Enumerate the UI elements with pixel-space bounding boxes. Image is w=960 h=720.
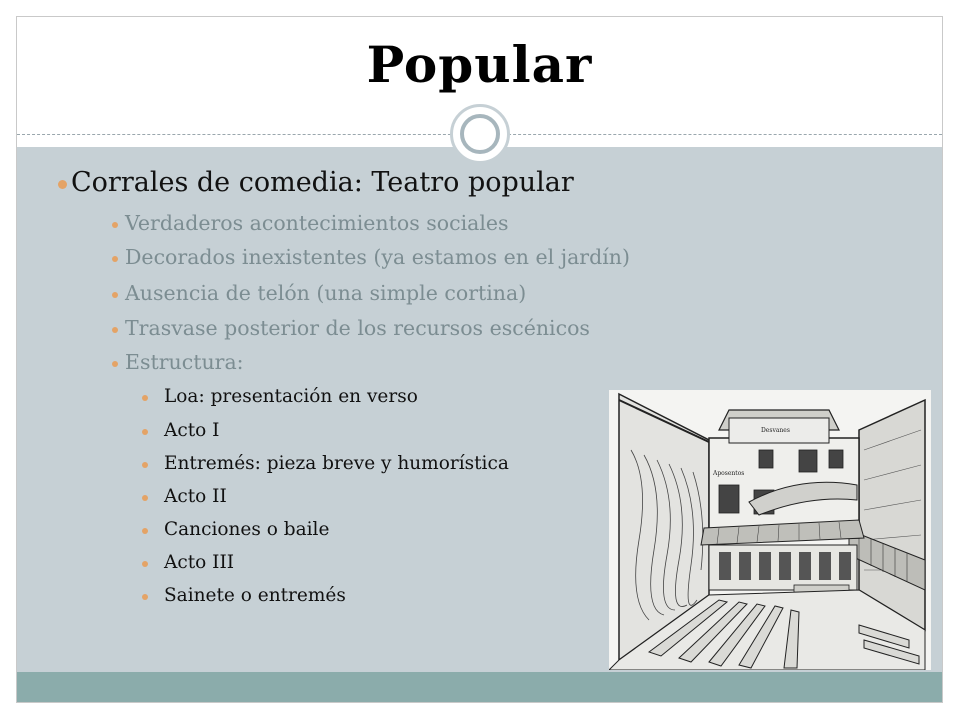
list-item — [164, 420, 219, 441]
list-item — [164, 486, 227, 507]
structure-item-text: Acto I — [164, 420, 220, 441]
list-item — [164, 552, 234, 573]
sub-bullet-text: Verdaderos acontecimientos sociales — [125, 211, 509, 235]
bottom-band — [17, 672, 942, 703]
circle-ornament-icon — [450, 104, 510, 164]
slide-title: Popular — [366, 35, 593, 94]
list-item — [125, 245, 630, 269]
bullet-icon — [142, 395, 148, 401]
bullet-icon — [142, 528, 148, 534]
list-item-main — [71, 167, 574, 198]
list-item — [125, 316, 590, 340]
structure-item-text: Acto II — [164, 486, 227, 507]
structure-item-text: Sainete o entremés — [164, 585, 346, 606]
svg-text:Desvanes: Desvanes — [761, 427, 790, 434]
list-item — [164, 519, 329, 540]
corral-illustration — [609, 390, 931, 670]
list-item — [125, 350, 244, 374]
svg-text:Aposentos: Aposentos — [713, 470, 745, 477]
structure-item-text: Canciones o baile — [164, 519, 330, 540]
list-item — [125, 281, 526, 305]
sub-bullet-text: Trasvase posterior de los recursos escénicos — [125, 316, 590, 340]
bullet-icon — [142, 462, 148, 468]
bullet-icon — [58, 180, 67, 189]
bullet-icon — [142, 561, 148, 567]
bullet-icon — [142, 594, 148, 600]
bullet-icon — [112, 222, 118, 228]
list-item — [125, 211, 509, 235]
structure-item-text: Acto III — [164, 552, 235, 573]
corral-drawing — [609, 390, 931, 670]
structure-item-text: Entremés: pieza breve y humorística — [164, 453, 509, 474]
list-item — [164, 386, 418, 407]
bullet-icon — [112, 256, 118, 262]
bullet-icon — [112, 327, 118, 333]
bullet-icon — [112, 361, 118, 367]
bullet-icon — [142, 495, 148, 501]
sub-bullet-text: Ausencia de telón (una simple cortina) — [125, 281, 527, 305]
slide — [16, 16, 943, 703]
sub-bullet-text: Estructura: — [125, 350, 244, 374]
bullet-icon — [142, 429, 148, 435]
structure-item-text: Loa: presentación en verso — [164, 386, 418, 407]
list-item — [164, 453, 509, 474]
sub-bullet-text: Decorados inexistentes (ya estamos en el jardín) — [125, 245, 630, 269]
main-bullet-text: Corrales de comedia: Teatro popular — [71, 167, 574, 198]
list-item — [164, 585, 346, 606]
bullet-icon — [112, 292, 118, 298]
